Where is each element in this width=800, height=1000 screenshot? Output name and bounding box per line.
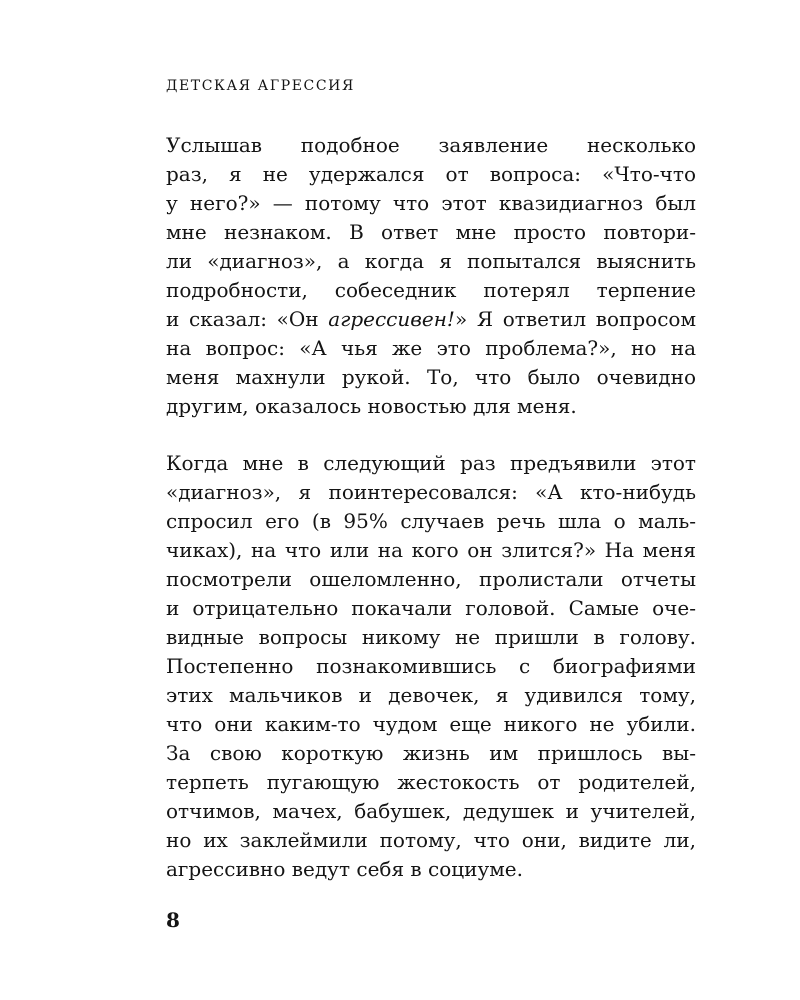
text-line: отчимов, мачех, бабушек, дедушек и учителей, — [166, 799, 696, 823]
text-line: подробности, собеседник потерял терпение — [166, 278, 696, 302]
paragraph-1 — [166, 131, 696, 421]
text-line: этих мальчиков и девочек, я удивился тому, — [166, 683, 696, 707]
text-line: мне незнаком. В ответ мне просто повтори- — [166, 220, 696, 244]
text-line: другим, оказалось новостью для меня. — [166, 394, 577, 418]
running-head: ДЕТСКАЯ АГРЕССИЯ — [166, 78, 355, 94]
text-line: спросил его (в 95% случаев речь шла о маль- — [166, 509, 696, 533]
text-line: Услышав подобное заявление несколько — [166, 133, 696, 157]
text-line: что они каким-то чудом еще никого не убили. — [166, 712, 696, 736]
text-line: ли «диагноз», а когда я попытался выяснить — [166, 249, 696, 273]
text-line: Когда мне в следующий раз предъявили этот — [166, 451, 696, 475]
emphasized-word: агрессивен! — [328, 307, 455, 331]
text-segment: » Я ответил вопросом — [454, 307, 696, 331]
text-line: «диагноз», я поинтересовался: «А кто-нибудь — [166, 480, 696, 504]
text-line-with-emphasis — [166, 305, 696, 334]
text-segment: и сказал: «Он — [166, 307, 329, 331]
text-line: и отрицательно покачали головой. Самые оче- — [166, 596, 696, 620]
text-line: но их заклеймили потому, что они, видите ли, — [166, 828, 696, 852]
page-number: 8 — [166, 908, 180, 932]
paragraph-2 — [166, 449, 696, 884]
text-line: чиках), на что или на кого он злится?» На меня — [166, 538, 696, 562]
text-line: Постепенно познакомившись с биографиями — [166, 654, 696, 678]
text-line: За свою короткую жизнь им пришлось вы- — [166, 741, 696, 765]
text-line: терпеть пугающую жестокость от родителей, — [166, 770, 696, 794]
text-line: раз, я не удержался от вопроса: «Что-что — [166, 162, 696, 186]
text-line: на вопрос: «А чья же это проблема?», но на — [166, 336, 696, 360]
text-line: у него?» — потому что этот квазидиагноз был — [166, 191, 696, 215]
text-line: видные вопросы никому не пришли в голову. — [166, 625, 696, 649]
text-line: меня махнули рукой. То, что было очевидно — [166, 365, 696, 389]
text-line: агрессивно ведут себя в социуме. — [166, 857, 523, 881]
text-line: посмотрели ошеломленно, пролистали отчеты — [166, 567, 696, 591]
